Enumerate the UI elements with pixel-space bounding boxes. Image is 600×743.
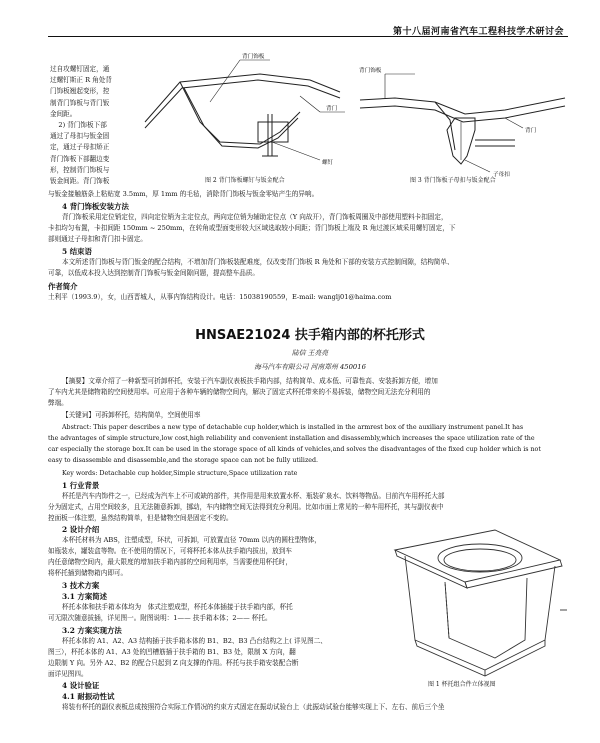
- left-line: 金间距。: [50, 109, 77, 118]
- s31-body: [48, 602, 368, 624]
- left-column-text: [50, 64, 130, 187]
- abstract-cn-line: 【摘要】文章介绍了一种新型可折卸杯托，安装于汽车副仪表板扶手箱内部，结构简单、成本低、可靠性高、安装拆卸方便，增加: [62, 377, 438, 385]
- figure-1-caption: 图 1 杯托组合件立体视图: [428, 681, 496, 688]
- s2-line: 将杯托插到储物箱内即可。: [48, 569, 128, 577]
- s2-heading: 2 设计介绍: [62, 525, 100, 534]
- figure-3-caption: 图 3 背门饰板子母扣与钣金配合: [410, 177, 496, 184]
- s2-line: 内任意储物空间内，最大限度的增加扶手箱内部的空间利用率，当需要使用杯托时，: [48, 558, 292, 566]
- section-5-body: [48, 257, 572, 279]
- left-line: 钣金间距。背门饰板: [50, 177, 110, 186]
- section-4-heading: 4 背门饰板安装方法: [62, 202, 129, 211]
- left-line: 门饰板翘起变形，控: [50, 87, 110, 96]
- s41-heading: 4.1 耐振动性试: [62, 692, 115, 701]
- s2-line: 本杯托材料为 ABS，注塑成型，环状，可拆卸，可放置直径 70mm 以内的圆柱型物体，: [62, 536, 321, 544]
- fig3-label-trim: 背门饰板: [359, 68, 382, 74]
- figure-3-drawing: [355, 60, 570, 182]
- left-line: 过自攻螺钉固定，通: [50, 65, 110, 73]
- s32-line: 面详见图四。: [48, 670, 88, 678]
- s1-line: 分为固定式，占用空间较多，且无法随意拆卸，挪动，车内储物空间无法得到充分利用。比如市面上常见的一种车用杯托，其与副仪表中: [48, 503, 444, 511]
- left-line: 过螺钉斯正 R 角处背: [50, 76, 112, 85]
- article-authors: 陆信 王亮亮: [291, 349, 329, 357]
- s32-heading: 3.2 方案实现方法: [62, 626, 122, 635]
- s32-body: [48, 636, 368, 680]
- abstract-en-line: the advantages of simple structure,low cost,high reliability and convenient installation and disassembly,which increases the space utilization rate of the: [48, 435, 535, 442]
- keywords-en: Key words: Detachable cup holder,Simple structure,Space utilization rate: [62, 470, 298, 477]
- s32-line: 杯托本体的 A1、A2、A3 结构插于扶手箱本体的 B1、B2、B3 凸台结构之上( 详见图二、: [62, 637, 327, 645]
- left-line: 形，控制背门饰板与: [50, 165, 110, 174]
- fig3-label-door: 背门: [525, 128, 537, 134]
- s41-line: 将装有杯托的副仪表板总成按照符合实际工作情况的约束方式固定在振动试验台上（此振动试验台能够实现上下、左右、前后三个坐: [62, 703, 445, 711]
- article-affiliation: 海马汽车有限公司 河南郑州 450016: [254, 363, 366, 371]
- left-line: 制背门饰板与背门钣: [50, 98, 110, 107]
- s4-heading: 4 设计验证: [62, 681, 100, 690]
- s31-line: 杯托本体和扶手箱本体均为 体式注塑成型，杯托本体插接于扶手箱内部，杯托: [62, 603, 293, 611]
- abstract-en-line: easy to disassemble and disassemble,and the storage space can not be fully utilized.: [48, 457, 319, 464]
- sec5-line: 本文所述背门饰板与背门钣金的配合结构，不增加背门饰板装配难度，仅改变背门饰板 R 角处和下部的安装方式控制间隙，结构简单、: [62, 258, 454, 266]
- figure-1-drawing: [385, 520, 570, 680]
- sec4-line: 背门饰板采用定位销定位，四向定位销为主定位点，两向定位销为辅助定位点（Y 向故开），背门饰板周圈及中部使用塑料卡扣固定，: [62, 213, 448, 221]
- abstract-cn-line: 了车内尤其是储物箱的空间使用率。可应用于各种车辆的储物空间内，解决了固定式杯托带来的不易拆装，储物空间无法充分利用的: [48, 388, 431, 396]
- sec4-line: 卡扣均匀布置，卡扣间距 150mm ~ 250mm，在转角或型面变形较大区域选取较小间距；背门饰板上端及 R 角过渡区域采用螺钉固定，下: [48, 224, 456, 232]
- s2-line: 如瓶装水，罐装盒等物。在不使用的情况下，可将杯托本体从扶手箱内拔出，放到车: [48, 547, 292, 555]
- left-line: 定，通过子母扣矫正: [50, 143, 110, 152]
- abstract-en-line: Abstract: This paper describes a new type of detachable cup holder,which is installed in the armrest box of the auxiliary instrument panel.It has: [62, 424, 524, 431]
- abstract-cn-line: 弊端。: [48, 399, 68, 407]
- fig3-label-clip: 子母扣: [493, 172, 510, 178]
- article-title: HNSAE21024 扶手箱内部的杯托形式: [195, 328, 425, 343]
- header-rule: [48, 36, 568, 37]
- left-line: 2) 背门饰板下部: [50, 121, 107, 130]
- author-intro-line: 土利平（1993.9），女，山西晋城人，从事内饰结构设计。电话：15038190559，E-mail: wanglj01@haima.com: [48, 293, 392, 301]
- author-intro-heading: 作者简介: [48, 282, 78, 291]
- abstract-en: [48, 422, 574, 466]
- abstract-en-line: car especially the storage box.It can be used in the storage space of all kinds of vehicles,and solves the disadvantages of the fixed cup holder which is not: [48, 446, 541, 453]
- felt-sentence: 与钣金接触筋条上粘贴宽 3.5mm，厚 1mm 的毛毡，消除背门饰板与钣金零贴产生的异响。: [48, 190, 319, 198]
- s31-heading: 3.1 方案简述: [62, 592, 107, 601]
- keywords-cn: 【关键词】可拆卸杯托，结构简单，空间使用率: [62, 411, 201, 419]
- section-4-body: [48, 212, 572, 245]
- s31-line: 可无限次随意拔插，详见图一。附图说明：1—— 扶手箱本体；2—— 杯托。: [48, 614, 272, 622]
- s1-heading: 1 行业背景: [62, 481, 100, 490]
- s32-line: 图三），杯托本体的 A1、A3 处的凹槽筋插于扶手箱的 B1、B3 处，限制 X 方向，翻: [48, 648, 296, 656]
- fig2-label-screw: 螺钉: [322, 160, 334, 166]
- s2-body: [48, 535, 368, 579]
- s1-line: 杯托是汽车内饰件之一，已经成为汽车上不可或缺的部件，其作用是用来放置水杯、瓶装矿泉水、饮料等物品。目前汽车用杯托大部: [62, 492, 445, 500]
- left-line: 背门饰板下部翻边变: [50, 154, 110, 163]
- abstract-cn: [48, 376, 574, 409]
- fig2-label-trim: 背门饰板: [242, 54, 265, 60]
- s1-line: 控面板一体注塑，虽然结构简单，但是储物空间是固定不变的。: [48, 514, 233, 522]
- left-line: 通过了母扣与钣金固: [50, 132, 110, 141]
- figure-2-drawing: [140, 52, 350, 182]
- section-5-heading: 5 结束语: [62, 247, 92, 256]
- s3-heading: 3 技术方案: [62, 581, 100, 590]
- sec5-line: 可靠，以低成本投入达到控制背门饰板与钣金间隙问题，提高整车品质。: [48, 269, 259, 277]
- figure-2-caption: 图 2 背门饰板螺钉与钣金配合: [205, 177, 285, 184]
- sec4-line: 部则通过子母扣和背门扣卡固定。: [48, 235, 147, 243]
- s32-line: 边限制 Y 向。另外 A2、B2 的配合只起到 Z 向支撑的作用。杯托与扶手箱安装配合断: [48, 659, 299, 667]
- running-header: 第十八届河南省汽车工程科技学术研讨会: [392, 27, 564, 37]
- fig2-label-door: 背门: [326, 106, 338, 112]
